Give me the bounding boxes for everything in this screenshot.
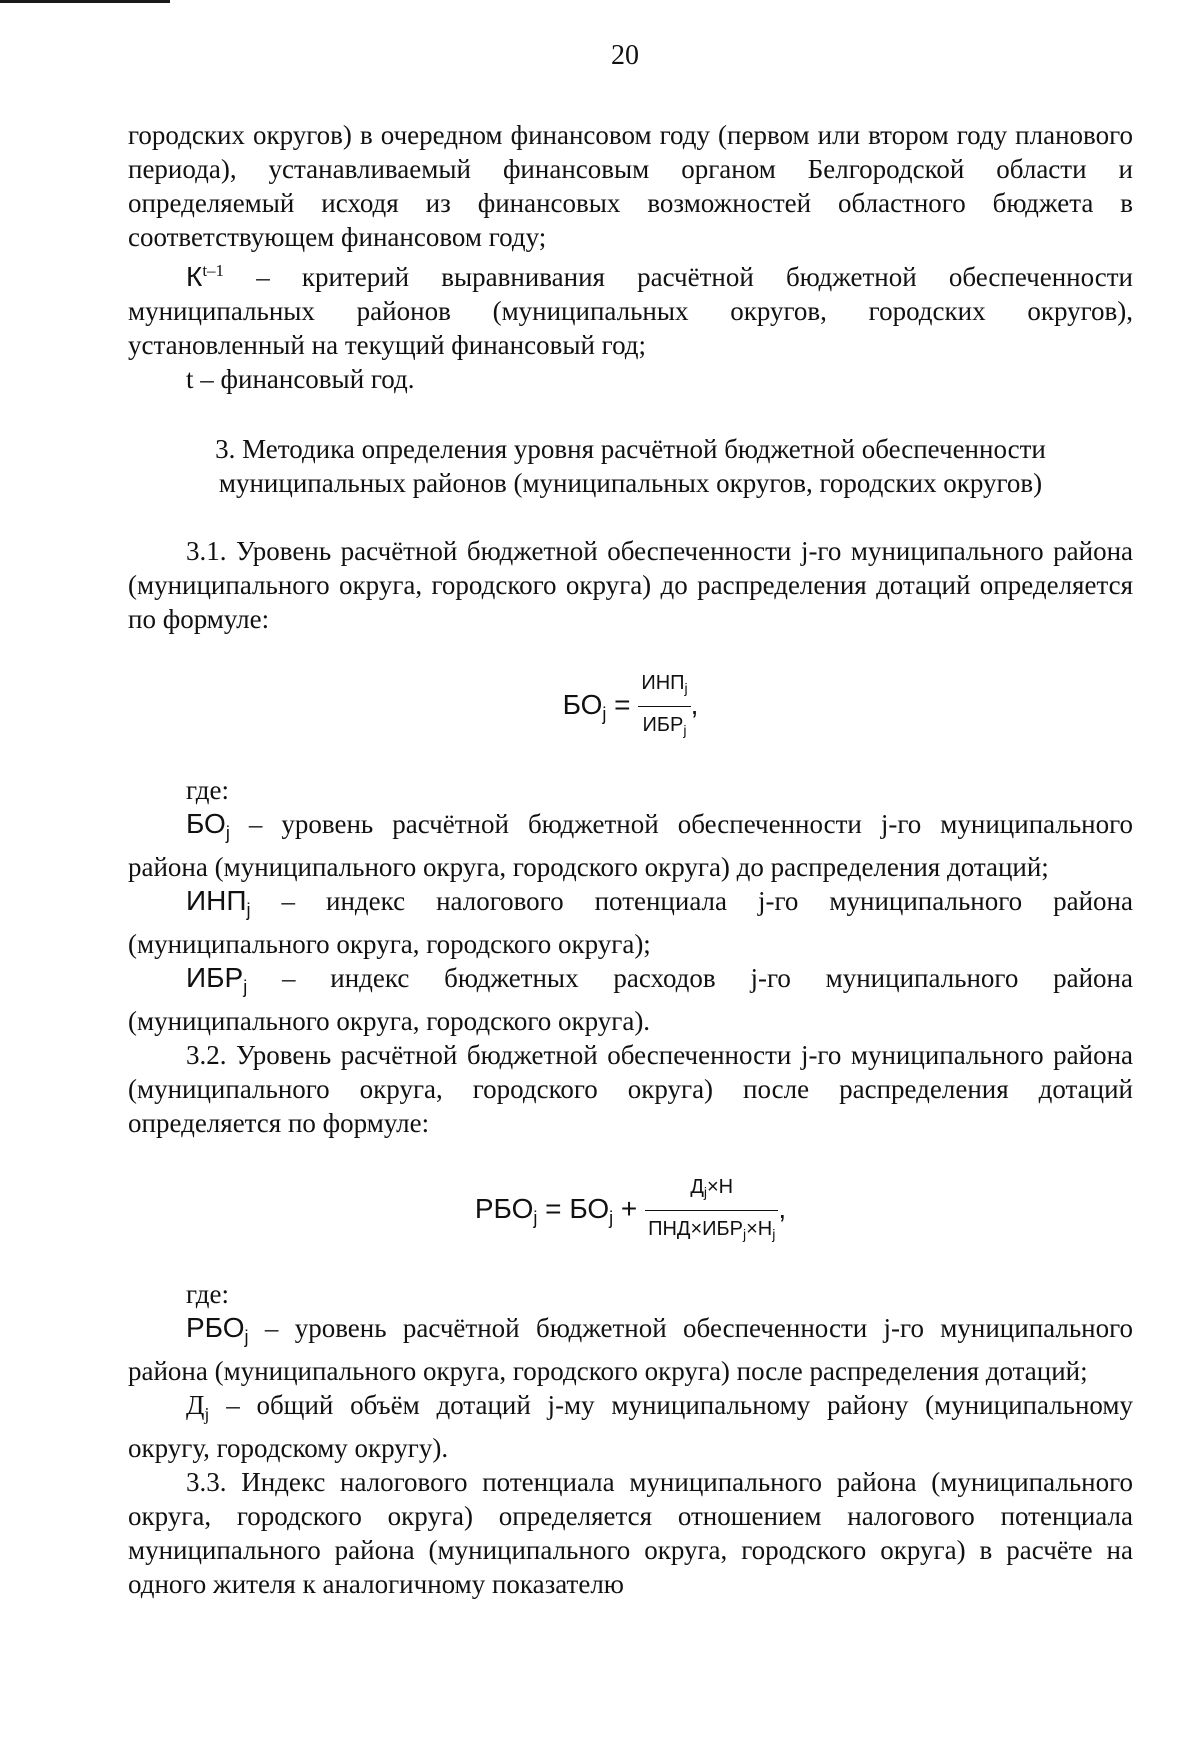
paragraph-intro-continuation: городских округов) в очередном финансовом году (первом или втором году планового периода), устанавливаемый финансовым органом Белгородской области и определяемый исходя из финансовых возможностей областного бюджета в соответствующем финансовом году; <box>128 120 1133 252</box>
document-body <box>128 118 1133 1601</box>
definition-inp-text: – индекс налогового потенциала j-го муниципального района (муниципального округа, городского округа); <box>128 886 1133 959</box>
paragraph-3-3: 3.3. Индекс налогового потенциала муниципального района (муниципального округа, городского округа) определяется отношением налогового потенциала муниципального района (муниципального округа, городского округа) в расчёте на одного жителя к аналогичному показателю <box>128 1467 1133 1599</box>
paragraph-3-2: 3.2. Уровень расчётной бюджетной обеспеченности j-го муниципального района (муниципального округа, городского округа) после распределения дотаций определяется по формуле: <box>128 1040 1133 1138</box>
formula-rbo-denominator: $ПНД\times ИБР_j\times Н_j$ <box>648 1218 776 1242</box>
symbol-rbo: $РБО_j$ <box>186 1312 249 1347</box>
formula-rbo-bo-term: $БО_j$ <box>569 1192 614 1228</box>
formula-bo-denominator: $ИБР_j$ <box>642 714 687 738</box>
definition-k <box>128 254 1133 362</box>
symbol-k: К <box>186 261 203 292</box>
formula-bo-numerator: $ИНП_j$ <box>638 666 690 707</box>
symbol-bo: $БО_j$ <box>186 808 230 843</box>
formula-bo-equals: = <box>606 688 639 720</box>
where-label-2: где: <box>186 1279 229 1309</box>
definition-bo <box>128 807 1133 884</box>
paragraph-3-1: 3.1. Уровень расчётной бюджетной обеспеченности j-го муниципального района (муниципального округа, городского округа) до распределения дотаций определяется по формуле: <box>128 536 1133 634</box>
formula-bo-fraction <box>638 666 690 747</box>
where-label-1: где: <box>186 775 229 805</box>
section-3-title-line-2: муниципальных районов (муниципальных округов, городских округов) <box>218 468 1043 498</box>
formula-rbo <box>128 1170 1133 1251</box>
formula-rbo-comma: , <box>778 1192 787 1224</box>
symbol-k-superscript: t–1 <box>202 261 225 280</box>
scan-edge-line <box>0 0 170 3</box>
definition-inp <box>128 884 1133 961</box>
section-3-title-line-1: 3. Методика определения уровня расчётной бюджетной обеспеченности <box>215 434 1046 464</box>
formula-rbo-equals: = <box>537 1192 570 1224</box>
section-3-title <box>128 432 1133 500</box>
definition-d <box>128 1388 1133 1465</box>
symbol-inp: $ИНП_j$ <box>186 885 251 920</box>
formula-rbo-plus: + <box>613 1192 646 1224</box>
formula-rbo-fraction <box>645 1170 778 1251</box>
definition-ibr-text: – индекс бюджетных расходов j-го муниципального района (муниципального округа, городского округа). <box>128 963 1133 1036</box>
symbol-ibr: $ИБР_j$ <box>186 962 248 997</box>
definition-rbo <box>128 1311 1133 1388</box>
definition-rbo-text: – уровень расчётной бюджетной обеспеченности j-го муниципального района (муниципального округа, городского округа) после распределения дотаций; <box>128 1313 1133 1386</box>
formula-bo <box>128 666 1133 747</box>
formula-bo-lhs: $БО_j$ <box>562 688 607 724</box>
formula-rbo-numerator: $Д_j\times Н$ <box>645 1170 778 1211</box>
definition-t: t – финансовый год. <box>186 364 415 394</box>
symbol-d: $Д_j$ <box>186 1390 210 1424</box>
formula-rbo-lhs: $РБО_j$ <box>474 1192 538 1228</box>
definition-bo-text: – уровень расчётной бюджетной обеспеченности j-го муниципального района (муниципального округа, городского округа) до распределения дотаций; <box>128 809 1133 882</box>
page-number: 20 <box>611 40 639 71</box>
definition-k-text: – критерий выравнивания расчётной бюджетной обеспеченности муниципальных районов (муниципальных округов, городских округов), установленный на текущий финансовый год; <box>128 262 1133 360</box>
definition-d-text: – общий объём дотаций j-му муниципальному району (муниципальному округу, городскому округу). <box>128 1390 1133 1463</box>
formula-bo-comma: , <box>690 688 699 720</box>
definition-ibr <box>128 961 1133 1038</box>
